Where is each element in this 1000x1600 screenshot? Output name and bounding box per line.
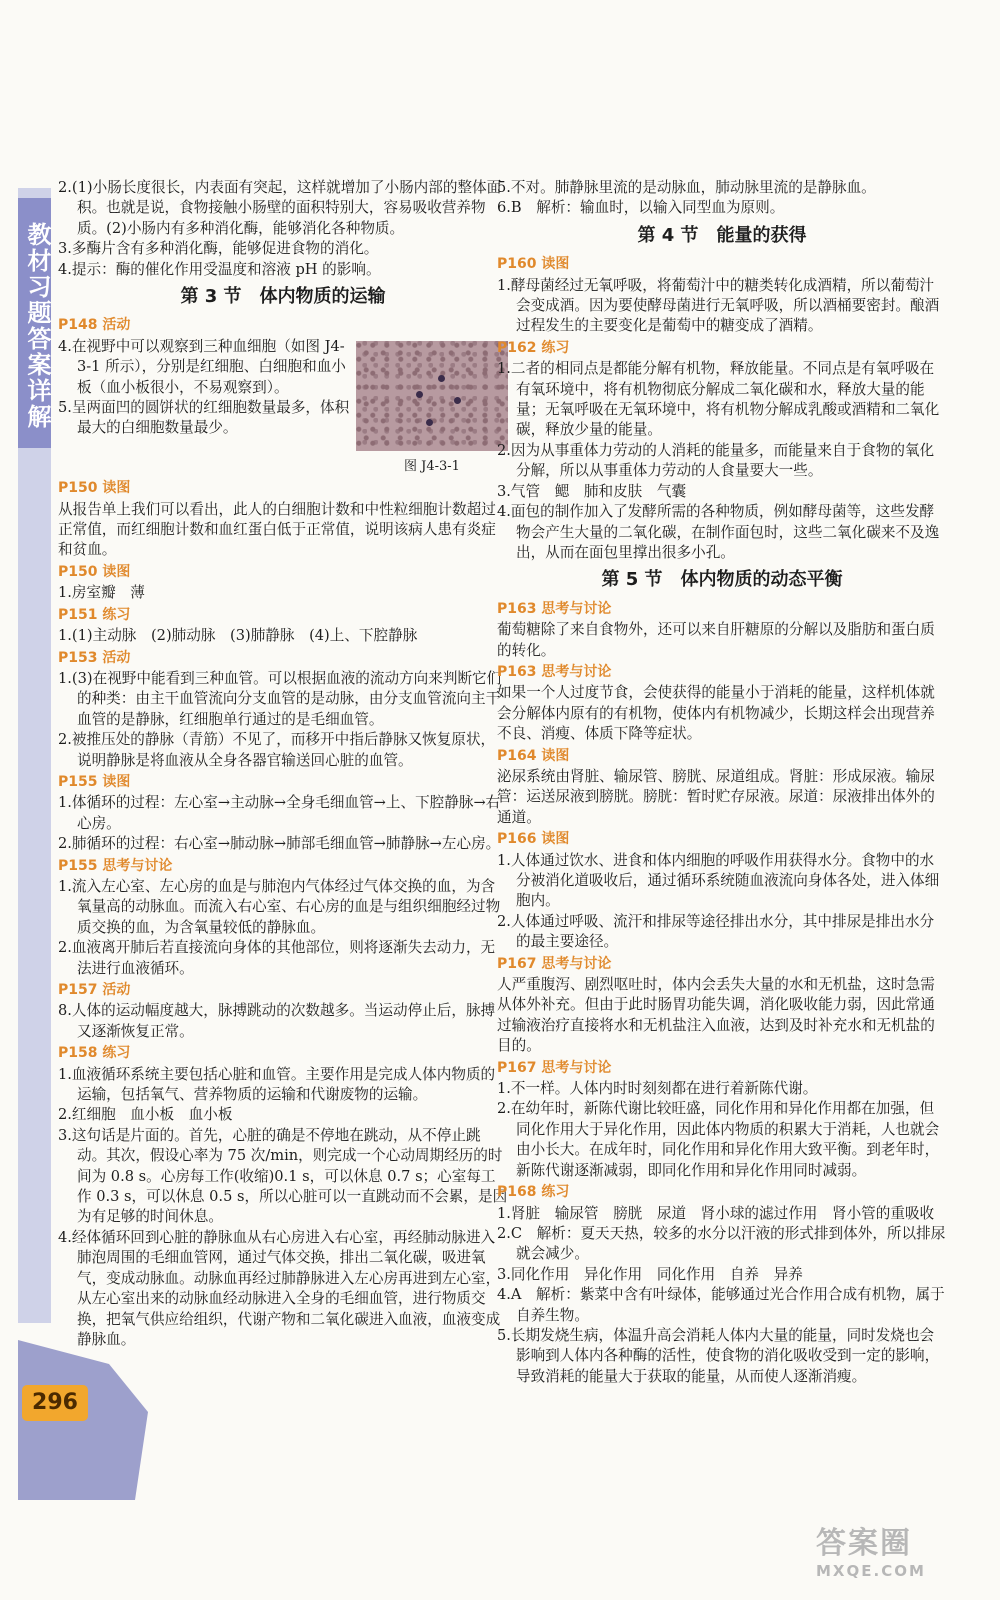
activity-label: P162 练习 [497,339,570,356]
answer-item: 2.肺循环的过程：右心室→肺动脉→肺部毛细血管→肺静脉→左心房。 [58,835,501,853]
answer-item: 1.体循环的过程：左心室→主动脉→全身毛细血管→上、下腔静脉→右心房。 [58,794,501,832]
activity-label: P150 读图 [58,563,131,580]
answer-item: 1.酵母菌经过无氧呼吸，将葡萄汁中的糖类转化成酒精，所以葡萄汁会变成酒。因为要使酵母菌进行无氧呼吸，所以酒桶要密封。酿酒过程发生的主要变化是葡萄中的糖变成了酒精。 [497,276,940,335]
answer-item: 2.人体通过呼吸、流汗和排尿等途径排出水分，其中排尿是排出水分的最主要途径。 [497,912,935,951]
activity-label: P148 活动 [58,317,131,334]
blood-cell-micrograph [356,341,508,451]
watermark-text: 答案圈 [816,1526,912,1561]
answer-item: 1.人体通过饮水、进食和体内细胞的呼吸作用获得水分。食物中的水分被消化道吸收后，通过循环系统随血液流向身体各处，进入体细胞内。 [497,851,940,910]
answer-item: 3.气管 鳃 肺和皮肤 气囊 [497,482,687,500]
answer-item: 6.B 解析：输血时，以输入同型血为原则。 [497,199,785,217]
answer-item: 5.长期发烧生病，体温升高会消耗人体内大量的能量，同时发烧也会影响到人体内各种酶的活性，使食物的消化吸收受到一定的影响，导致消耗的能量大于获取的能量，从而使人逐渐消瘦。 [497,1326,940,1385]
answer-item: 2.血液离开肺后若直接流向身体的其他部位，则将逐渐失去动力，无法进行血液循环。 [58,939,496,977]
figure-caption: 图 J4-3-1 [404,458,460,474]
answer-item: 4.提示：酶的催化作用受温度和溶液 pH 的影响。 [58,260,381,278]
answer-item: 3.同化作用 异化作用 同化作用 自养 异养 [497,1265,803,1283]
answer-item: 4.A 解析：紫菜中含有叶绿体，能够通过光合作用合成有机物，属于自养生物。 [497,1286,945,1324]
activity-label: P151 练习 [58,606,131,623]
answer-item: 1.房室瓣 薄 [58,584,145,602]
answer-item: 4.面包的制作加入了发酵所需的各种物质，例如酵母菌等，这些发酵物会产生大量的二氧化碳，在制作面包时，这些二氧化碳来不及逸出，从而在面包里撑出很多小孔。 [497,503,940,561]
section-title: 第 5 节 体内物质的动态平衡 [601,569,843,591]
answer-text: 人严重腹泻、剧烈呕吐时，体内会丢失大量的水和无机盐，这时急需从体外补充。但由于此时肠胃功能失调，消化吸收能力弱，因此常通过输液治疗直接将水和无机盐注入血液，达到及时补充水和无机盐的目的。 [497,976,935,1055]
answer-item: 3.多酶片含有多种消化酶，能够促进食物的消化。 [58,240,379,258]
answer-item: 1.(1)主动脉 (2)肺动脉 (3)肺静脉 (4)上、下腔静脉 [58,627,418,645]
right-column [497,178,947,1387]
answer-text: 从报告单上我们可以看出，此人的白细胞计数和中性粒细胞计数超过正常值，而红细胞计数和血红蛋白低于正常值，说明该病人患有炎症和贫血。 [58,500,496,559]
watermark-logo [816,1518,966,1578]
activity-label: P166 读图 [497,831,570,848]
answer-item: 2.C 解析：夏天天热，较多的水分以汗液的形式排到体外，所以排尿就会减少。 [497,1224,946,1263]
answer-item: 5.呈两面凹的圆饼状的红细胞数量最多，体积最大的白细胞数量最少。 [58,399,350,437]
activity-label: P160 读图 [497,256,570,273]
section-title: 第 4 节 能量的获得 [637,224,807,246]
activity-label: P163 思考与讨论 [497,663,612,680]
answer-item: 2.(1)小肠长度很长，内表面有突起，这样就增加了小肠内部的整体面积。也就是说，食物接触小肠壁的面积特别大，容易吸收营养物质。(2)小肠内有多种消化酶，能够消化各种物质。 [58,179,502,237]
activity-label: P153 活动 [58,649,131,666]
answer-item: 3.这句话是片面的。首先，心脏的确是不停地在跳动，从不停止跳动。其次，假设心率为 75 次/min，则完成一个心动周期经历的时间为 0.8 s。心房每工作(收缩)0.1 s，可以休息 0.7 s；心室每工作 0.3 s，可以休息 0.5 s，所以心脏可以一直跳动而不会累，是因为有足够的时间休息。 [58,1126,508,1226]
answer-item: 4.经体循环回到心脏的静脉血从右心房进入右心室，再经肺动脉进入肺泡周围的毛细血管网，通过气体交换，排出二氧化碳，吸进氧气，变成动脉血。动脉血再经过肺静脉进入左心房再进到左心室，从左心室出来的动脉血经动脉进入全身的毛细血管，进行物质交换，把氧气供应给组织，代谢产物和二氧化碳进入血液，血液变成静脉血。 [58,1228,501,1348]
answer-item: 2.被推压处的静脉（青筋）不见了，而移开中指后静脉又恢复原状，说明静脉是将血液从全身各器官输送回心脏的血管。 [58,731,496,769]
answer-text: 泌尿系统由肾脏、输尿管、膀胱、尿道组成。肾脏：形成尿液。输尿管：运送尿液到膀胱。膀胱：暂时贮存尿液。尿道：尿液排出体外的通道。 [497,767,935,826]
answer-item: 1.二者的相同点是都能分解有机物，释放能量。不同点是有氧呼吸在有氧环境中，将有机物彻底分解成二氧化碳和水，释放大量的能量；无氧呼吸在无氧环境中，将有机物分解成乳酸或酒精和二氧化碳，释放少量的能量。 [497,360,940,439]
activity-label: P158 练习 [58,1045,131,1062]
answer-text: 葡萄糖除了来自食物外，还可以来自肝糖原的分解以及脂肪和蛋白质的转化。 [497,621,935,659]
page-number: 296 [22,1385,88,1421]
figure-block [58,337,508,477]
activity-label: P167 思考与讨论 [497,955,612,972]
answer-item: 5.不对。肺静脉里流的是动脉血，肺动脉里流的是静脉血。 [497,179,876,196]
activity-label: P157 活动 [58,982,131,998]
answer-item: 1.血液循环系统主要包括心脏和血管。主要作用是完成人体内物质的运输，包括氧气、营养物质的运输和代谢废物的运输。 [58,1065,496,1104]
activity-label: P150 读图 [58,480,131,497]
activity-label: P164 读图 [497,747,570,764]
answer-item: 1.流入左心室、左心房的血是与肺泡内气体经过气体交换的血，为含氧量高的动脉血。而流入右心室、右心房的血是与组织细胞经过物质交换的血，为含氧量较低的静脉血。 [58,877,501,936]
left-column [58,178,508,1350]
activity-label: P155 读图 [58,773,131,790]
answer-item: 1.(3)在视野中能看到三种血管。可以根据血液的流动方向来判断它们的种类：由主干血管流向分支血管的是动脉，由分支血管流向主干血管的是静脉，红细胞单行通过的是毛细血管。 [58,669,502,728]
answer-item: 1.不一样。人体内时时刻刻都在进行着新陈代谢。 [497,1080,818,1098]
answer-item: 8.人体的运动幅度越大，脉搏跳动的次数越多。当运动停止后，脉搏又逐渐恢复正常。 [58,1002,496,1040]
answer-text: 如果一个人过度节食，会使获得的能量小于消耗的能量，这样机体就会分解体内原有的有机物，使体内有机物减少，长期这样会出现营养不良、消瘦、体质下降等症状。 [497,684,935,743]
answer-item: 2.在幼年时，新陈代谢比较旺盛，同化作用和异化作用都在加强，但同化作用大于异化作用，因此体内物质的积累大于消耗，人也就会由小长大。在成年时，同化作用和异化作用大致平衡。到老年时，新陈代谢逐渐减弱，即同化作用和异化作用同时减弱。 [497,1100,940,1179]
activity-label: P167 思考与讨论 [497,1059,612,1076]
section-title: 第 3 节 体内物质的运输 [180,286,386,308]
answer-item: 2.因为从事重体力劳动的人消耗的能量多，而能量来自于食物的氧化分解，所以从事重体力劳动的人食量要大一些。 [497,441,935,480]
answer-item: 1.肾脏 输尿管 膀胱 尿道 肾小球的滤过作用 肾小管的重吸收 [497,1204,935,1222]
activity-label: P163 思考与讨论 [497,600,612,617]
activity-label: P168 练习 [497,1184,570,1201]
watermark-url: MXQE.COM [816,1562,926,1580]
answer-item: 2.红细胞 血小板 血小板 [58,1106,233,1124]
sidebar-tab: 教材习题答案详解 [18,198,51,448]
activity-label: P155 思考与讨论 [58,857,173,874]
answer-item: 4.在视野中可以观察到三种血细胞（如图 J4-3-1 所示），分别是红细胞、白细胞和血小板（血小板很小，不易观察到）。 [58,337,346,396]
